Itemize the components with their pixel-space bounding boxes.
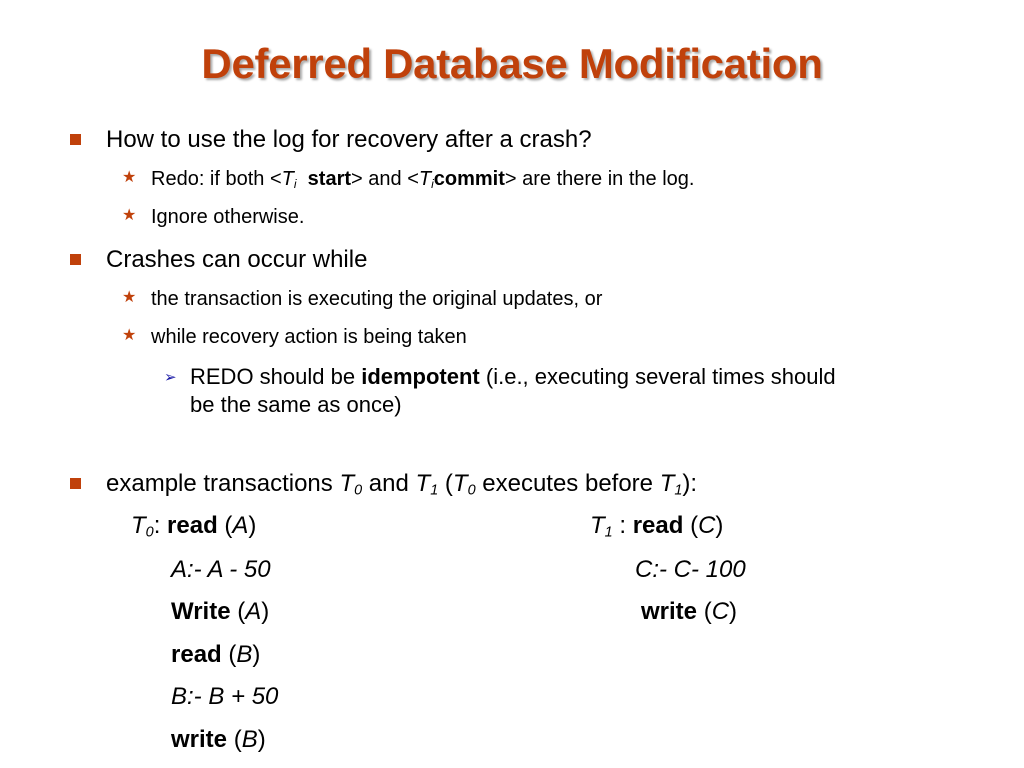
t0-write-a: Write (A): [171, 598, 270, 625]
t0-assign-b: B:- B + 50: [171, 683, 279, 710]
square-bullet-icon: [70, 254, 81, 265]
bullet-2-2-1-text: REDO should be idempotent (i.e., executing several times should: [190, 364, 836, 389]
star-bullet-icon: ★: [122, 327, 137, 344]
star-bullet-icon: ★: [122, 207, 137, 224]
bullet-1-2-text: Ignore otherwise.: [151, 206, 305, 228]
arrow-bullet-icon: ➢: [164, 369, 177, 386]
bullet-2-text: Crashes can occur while: [106, 246, 368, 273]
square-bullet-icon: [70, 478, 81, 489]
bullet-2-2-text: while recovery action is being taken: [151, 326, 467, 348]
t1-header: $T_1$ : read (C): [590, 512, 724, 541]
bullet-2-2-1-text-line2: be the same as once): [190, 392, 402, 417]
bullet-1-text: How to use the log for recovery after a crash?: [106, 126, 592, 153]
square-bullet-icon: [70, 134, 81, 145]
slide-title: Deferred Database Modification: [201, 40, 823, 87]
bullet-3-text: example transactions $T_0$ and $T_1$ ($T_0$ executes before $T_1$):: [106, 470, 698, 499]
star-bullet-icon: ★: [122, 289, 137, 306]
t0-header: $T_0$: read (A): [131, 512, 257, 541]
t1-assign-c: C:- C- 100: [635, 556, 746, 583]
t1-write-c: write (C): [641, 598, 738, 625]
bullet-1-1-text: Redo: if both $<T_i$ start> and $<T_icommit>$ are there in the log.: [151, 168, 695, 191]
t0-read-b: read (B): [171, 641, 261, 668]
t0-assign-a: A:- A - 50: [171, 556, 271, 583]
bullet-2-1-text: the transaction is executing the original updates, or: [151, 288, 603, 310]
star-bullet-icon: ★: [122, 169, 137, 186]
t0-write-b: write (B): [171, 726, 266, 753]
